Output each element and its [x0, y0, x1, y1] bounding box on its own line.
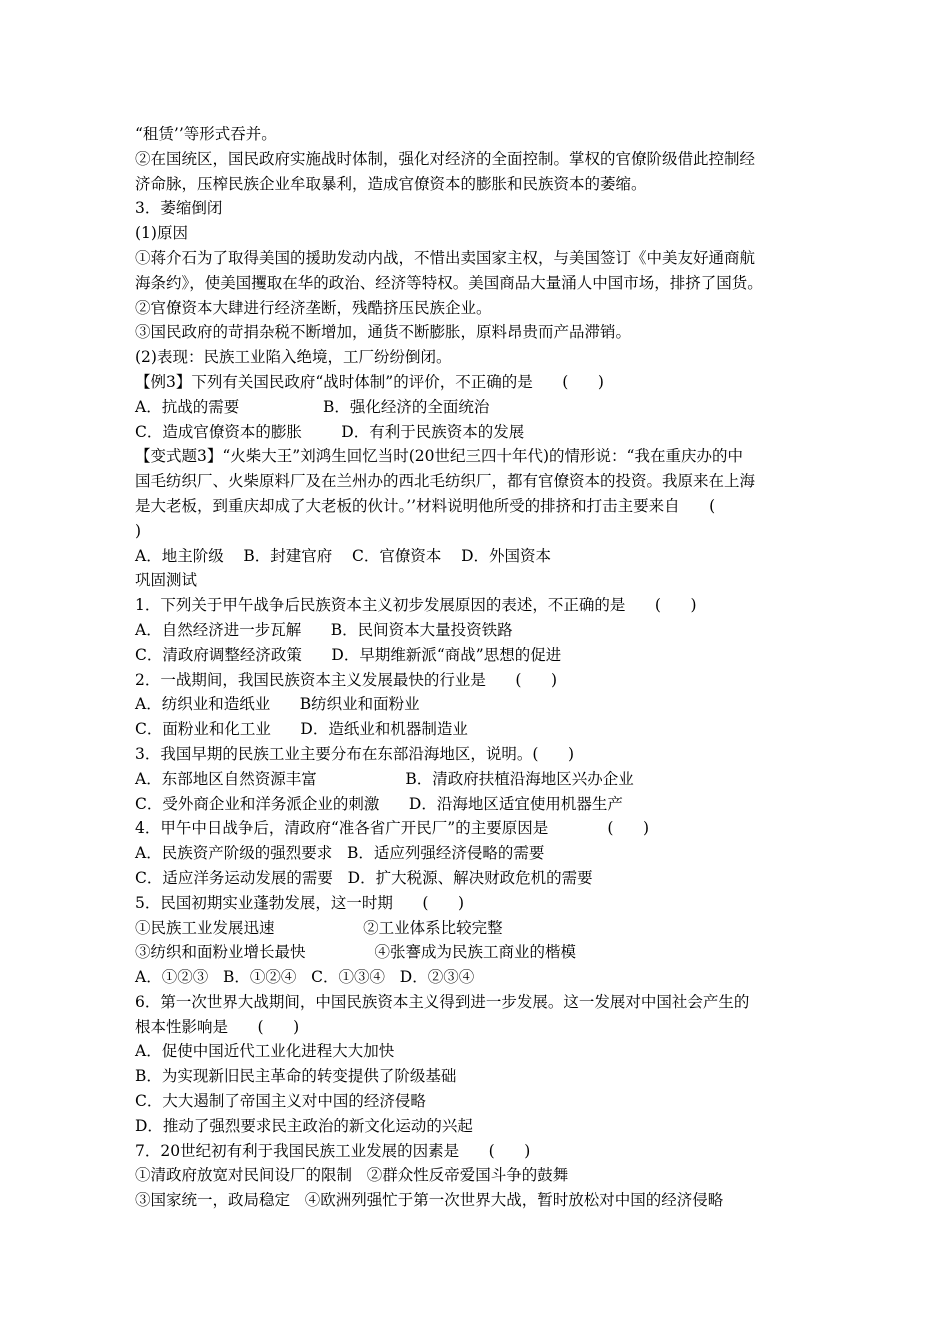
question: 3．我国早期的民族工业主要分布在东部沿海地区，说明。( ) [135, 744, 575, 763]
answer-option: B．为实现新旧民主革命的转变提供了阶级基础 [135, 1067, 457, 1086]
section-heading: 3．萎缩倒闭 [135, 199, 223, 218]
text-line: ②官僚资本大肆进行经济垄断，残酷挤压民族企业。 [135, 298, 492, 317]
subsection-heading: (1)原因 [135, 224, 188, 243]
text-line: 济命脉，压榨民族企业牟取暴利，造成官僚资本的膨胀和民族资本的萎缩。 [135, 174, 647, 193]
answer-options: A．地主阶级 B．封建官府 C．官僚资本 D．外国资本 [135, 546, 551, 565]
variant-question: 国毛纺织厂、火柴原料厂及在兰州办的西北毛纺织厂，都有官僚资本的投资。我原来在上海 [135, 472, 756, 491]
text-line: ③国民政府的苛捐杂税不断增加，通货不断膨胀，原料昂贵而产品滞销。 [135, 323, 632, 342]
answer-options: A．民族资产阶级的强烈要求 B．适应列强经济侵略的需要 [135, 844, 545, 863]
statement-options: ①民族工业发展迅速 ②工业体系比较完整 [135, 918, 503, 937]
variant-question: 【变式题3】“火柴大王”刘鸿生回忆当时(20世纪三四十年代)的情形说：“我在重庆办的中 [135, 447, 743, 466]
answer-options: C．造成官僚资本的膨胀 D．有利于民族资本的发展 [135, 422, 525, 441]
statement-options: ③纺织和面粉业增长最快 ④张謇成为民族工商业的楷模 [135, 943, 576, 962]
question: 7．20世纪初有利于我国民族工业发展的因素是 ( ) [135, 1141, 531, 1160]
example-question: 【例3】下列有关国民政府“战时体制”的评价，不正确的是 ( ) [135, 372, 604, 391]
answer-options: C．清政府调整经济政策 D．早期维新派“商战”思想的促进 [135, 645, 562, 664]
statement-options: ③国家统一，政局稳定 ④欧洲列强忙于第一次世界大战，暂时放松对中国的经济侵略 [135, 1191, 724, 1210]
question: 2．一战期间，我国民族资本主义发展最快的行业是 ( ) [135, 670, 558, 689]
document-body [135, 122, 820, 1213]
answer-option: C．大大遏制了帝国主义对中国的经济侵略 [135, 1092, 426, 1111]
variant-question: 是大老板，到重庆却成了大老板的伙计。’’材料说明他所受的排挤和打击主要来自 ( [135, 496, 716, 515]
text-line: ②在国统区，国民政府实施战时体制，强化对经济的全面控制。掌权的官僚阶级借此控制经 [135, 149, 756, 168]
question: 6．第一次世界大战期间，中国民族资本主义得到进一步发展。这一发展对中国社会产生的 [135, 992, 750, 1011]
text-line: 海条约》，使美国攫取在华的政治、经济等特权。美国商品大量涌人中国市场，排挤了国货。 [135, 273, 763, 292]
question: 1．下列关于甲午战争后民族资本主义初步发展原因的表述，不正确的是 ( ) [135, 596, 697, 615]
variant-question: ) [135, 521, 142, 540]
answer-options: A．抗战的需要 B．强化经济的全面统治 [135, 397, 490, 416]
question: 5．民国初期实业蓬勃发展，这一时期 ( ) [135, 893, 465, 912]
text-line: ①蒋介石为了取得美国的援助发动内战，不惜出卖国家主权，与美国签订《中美友好通商航 [135, 248, 756, 267]
answer-options: A．①②③ B．①②④ C．①③④ D．②③④ [135, 968, 475, 987]
statement-options: ①清政府放宽对民间设厂的限制 ②群众性反帝爱国斗争的鼓舞 [135, 1166, 569, 1185]
answer-options: C．面粉业和化工业 D．造纸业和机器制造业 [135, 720, 468, 739]
answer-options: A．纺织业和造纸业 B纺织业和面粉业 [135, 695, 420, 714]
section-heading: 巩固测试 [135, 571, 198, 590]
answer-option: D．推动了强烈要求民主政治的新文化运动的兴起 [135, 1116, 473, 1135]
question: 根本性影响是 ( ) [135, 1017, 300, 1036]
text-line: “租赁’’等形式吞并。 [135, 125, 277, 143]
question: 4．甲午中日战争后，清政府“准各省广开民厂”的主要原因是 ( ) [135, 819, 649, 838]
text-line: (2)表现：民族工业陷入绝境，工厂纷纷倒闭。 [135, 348, 452, 367]
answer-options: A．自然经济进一步瓦解 B．民间资本大量投资铁路 [135, 620, 513, 639]
answer-options: A．东部地区自然资源丰富 B．清政府扶植沿海地区兴办企业 [135, 769, 634, 788]
answer-option: A．促使中国近代工业化进程大大加快 [135, 1042, 395, 1061]
answer-options: C．适应洋务运动发展的需要 D．扩大税源、解决财政危机的需要 [135, 868, 593, 887]
answer-options: C．受外商企业和洋务派企业的刺激 D．沿海地区适宜使用机器生产 [135, 794, 623, 813]
